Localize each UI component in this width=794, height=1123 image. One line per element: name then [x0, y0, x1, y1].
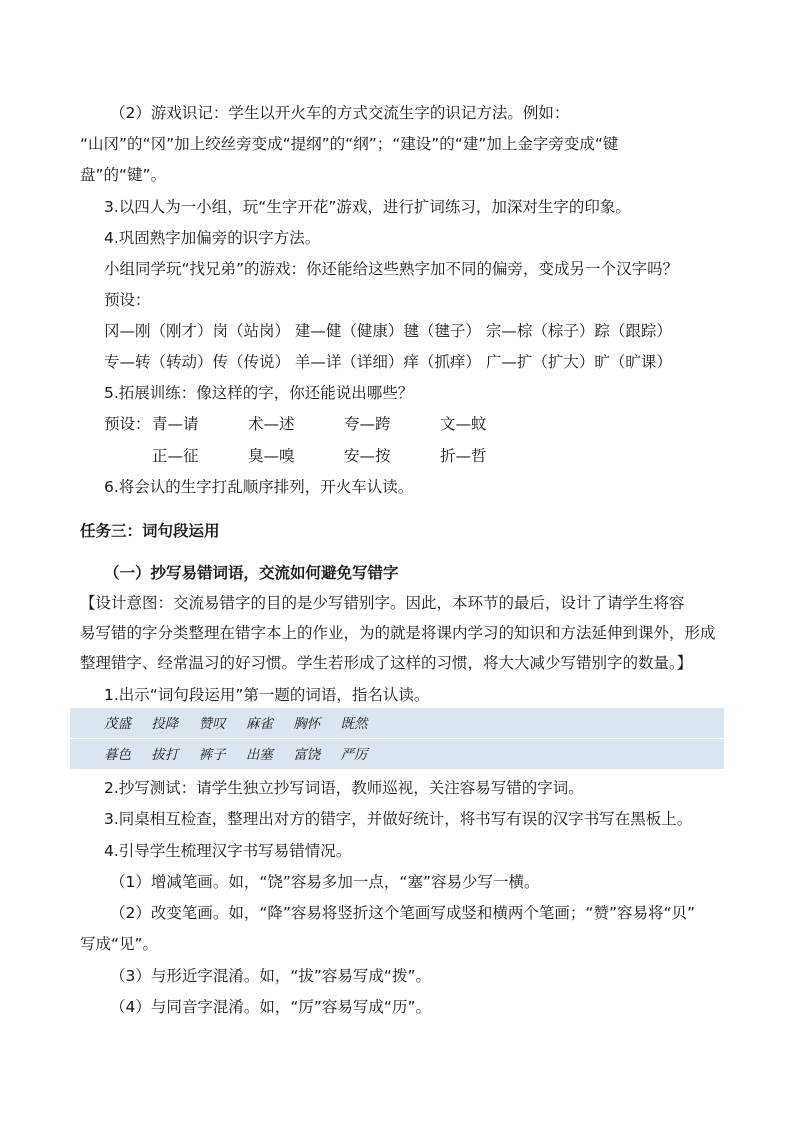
- step-5: 5.拓展训练：像这样的字，你还能说出哪些？: [104, 384, 414, 402]
- practice-pair: 文—蚊: [440, 415, 487, 433]
- design-intent-line-3: 整理错字、经常温习的好习惯。学生若形成了这样的习惯，将大大减少写错别字的数量。】: [80, 654, 693, 672]
- practice-pair: 臭—嗅: [248, 447, 295, 465]
- step-3: 3.以四人为一小组，玩“生字开花”游戏，进行扩词练习，加深对生字的印象。: [104, 198, 631, 216]
- step-3b: 3.同桌相互检查，整理出对方的错字，并做好统计，将书写有误的汉字书写在黑板上。: [104, 810, 693, 828]
- word-item: 裤子: [198, 747, 226, 763]
- word-item: 投降: [151, 716, 179, 732]
- step-4b: 4.引导学生梳理汉字书写易错情况。: [104, 842, 352, 860]
- word-item: 富饶: [293, 747, 321, 763]
- word-item: 胸怀: [293, 716, 321, 732]
- practice-pair: 夸—跨: [344, 415, 391, 433]
- word-item: 麻雀: [245, 716, 273, 732]
- preset-label: 预设：: [104, 291, 151, 309]
- preset-row-2: 专—转（转动）传（传说） 羊—详（详细）痒（抓痒） 广—扩（扩大）旷（旷课）: [104, 353, 672, 371]
- preset-row-1: 冈—刚（刚才）岗（站岗） 建—健（健康）毽（毽子） 宗—棕（棕子）踪（跟踪）: [104, 322, 672, 340]
- word-item: 赞叹: [198, 716, 226, 732]
- rule-4: （4）与同音字混淆。如，“厉”容易写成“历”。: [110, 998, 431, 1016]
- word-item: 茂盛: [104, 716, 131, 732]
- paragraph-find-brothers: 小组同学玩“找兄弟”的游戏：你还能给这些熟字加不同的偏旁，变成另一个汉字吗？: [104, 260, 679, 278]
- word-box-row-2: [104, 745, 383, 765]
- step-4: 4.巩固熟字加偏旁的识字方法。: [104, 229, 321, 247]
- word-box-divider: [70, 738, 724, 739]
- rule-1: （1）增减笔画。如，“饶”容易多加一点，“塞”容易少写一横。: [110, 873, 540, 891]
- word-box-row-1: [104, 714, 383, 734]
- rule-2: （2）改变笔画。如，“降”容易将竖折这个笔画写成竖和横两个笔画；“赞”容易将“贝”: [110, 904, 696, 922]
- practice-pair: 术—述: [248, 415, 295, 433]
- practice-pair: 正—征: [152, 447, 199, 465]
- rule-3: （3）与形近字混淆。如，“拔”容易写成“拨”。: [110, 967, 431, 985]
- word-item: 暮色: [104, 747, 131, 763]
- rule-2-cont: 写成“见”。: [80, 935, 159, 953]
- practice-pair: 安—按: [344, 447, 391, 465]
- task-title: 任务三：词句段运用: [80, 522, 220, 540]
- word-item: 出塞: [245, 747, 273, 763]
- practice-pair: 折—哲: [440, 447, 487, 465]
- paragraph-example-cont: 盘”的“键”。: [80, 166, 167, 184]
- design-intent-line-1: 【设计意图：交流易错字的目的是少写错别字。因此，本环节的最后，设计了请学生将容: [80, 594, 685, 612]
- practice-pair: 青—请: [152, 415, 199, 433]
- paragraph-game-recognition: （2）游戏识记：学生以开火车的方式交流生字的识记方法。例如：: [110, 104, 570, 122]
- paragraph-example: “山冈”的“冈”加上绞丝旁变成“提纲”的“纲”；“建设”的“建”加上金字旁变成“键: [80, 135, 619, 153]
- step-6: 6.将会认的生字打乱顺序排列，开火车认读。: [104, 478, 414, 496]
- practice-prefix: 预设：: [104, 415, 151, 433]
- section-title: （一）抄写易错词语，交流如何避免写错字: [104, 564, 399, 582]
- step-1: 1.出示“词句段运用”第一题的词语，指名认读。: [104, 686, 430, 704]
- step-2: 2.抄写测试：请学生独立抄写词语，教师巡视，关注容易写错的字词。: [104, 779, 584, 797]
- word-item: 既然: [340, 716, 368, 732]
- design-intent-line-2: 易写错的字分类整理在错字本上的作业，为的就是将课内学习的知识和方法延伸到课外，形成: [80, 624, 716, 642]
- word-item: 拔打: [151, 747, 179, 763]
- word-item: 严厉: [340, 747, 368, 763]
